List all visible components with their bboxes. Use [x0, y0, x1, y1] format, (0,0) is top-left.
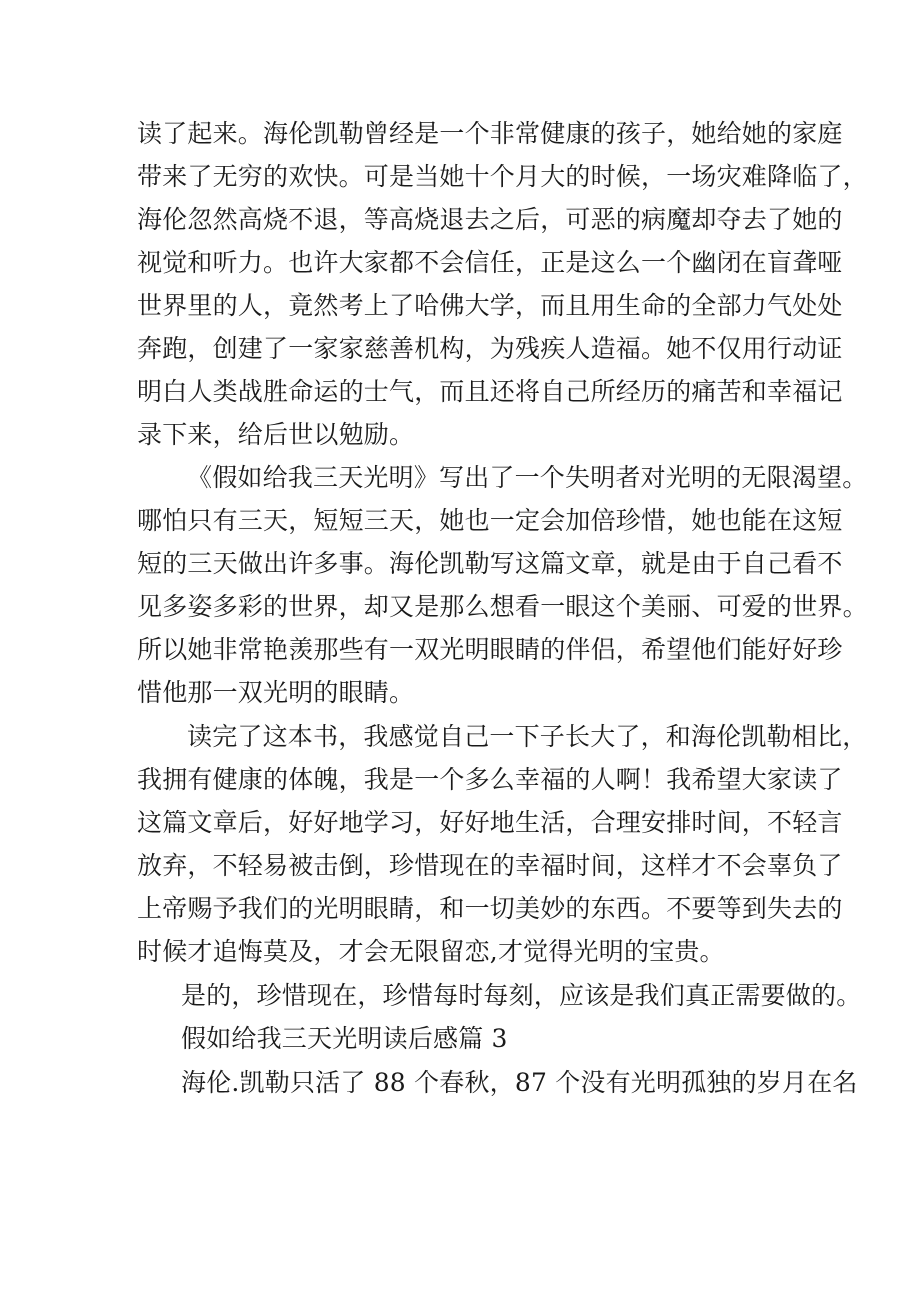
text-line: 所以她非常艳羡那些有一双光明眼睛的伴侣，希望他们能好好珍 [137, 635, 843, 664]
text-line: 短的三天做出许多事。海伦凯勒写这篇文章，就是由于自己看不 [137, 549, 843, 578]
text-line: 读了起来。海伦凯勒曾经是一个非常健康的孩子，她给她的家庭 [137, 119, 843, 148]
text-line: 这篇文章后，好好地学习，好好地生活，合理安排时间，不轻言 [137, 808, 843, 837]
text-line: 奔跑，创建了一家家慈善机构，为残疾人造福。她不仅用行动证 [137, 334, 843, 363]
text-line: 哪怕只有三天，短短三天，她也一定会加倍珍惜，她也能在这短 [137, 506, 843, 535]
text-line: 世界里的人，竟然考上了哈佛大学，而且用生命的全部力气处处 [137, 291, 843, 320]
text-line: 《假如给我三天光明》写出了一个失明者对光明的无限渴望。 [187, 463, 868, 492]
text-line: 放弃，不轻易被击倒，珍惜现在的幸福时间，这样才不会辜负了 [137, 851, 843, 880]
text-line: 时候才追悔莫及，才会无限留恋,才觉得光明的宝贵。 [137, 937, 725, 966]
text-line: 视觉和听力。也许大家都不会信任，正是这么一个幽闭在盲聋哑 [137, 248, 843, 277]
text-line: 明白人类战胜命运的士气，而且还将自己所经历的痛苦和幸福记 [137, 377, 843, 406]
text-line: 海伦忽然高烧不退，等高烧退去之后，可恶的病魔却夺去了她的 [137, 205, 843, 234]
text-line: 惜他那一双光明的眼睛。 [137, 678, 415, 707]
text-line: 我拥有健康的体魄，我是一个多么幸福的人啊！我希望大家读了 [137, 765, 843, 794]
text-line: 读完了这本书，我感觉自己一下子长大了，和海伦凯勒相比， [187, 722, 868, 751]
text-line: 上帝赐予我们的光明眼睛，和一切美妙的东西。不要等到失去的 [137, 894, 843, 923]
paragraph-5-start: 海伦.凯勒只活了 88 个春秋，87 个没有光明孤独的岁月在名 [181, 1068, 858, 1097]
section-heading: 假如给我三天光明读后感篇 3 [181, 1024, 508, 1053]
text-line: 带来了无穷的欢快。可是当她十个月大的时候，一场灾难降临了， [137, 162, 868, 191]
paragraph-4: 是的，珍惜现在，珍惜每时每刻，应该是我们真正需要做的。 [181, 981, 862, 1010]
text-line: 录下来，给后世以勉励。 [137, 420, 415, 449]
text-line: 见多姿多彩的世界，却又是那么想看一眼这个美丽、可爱的世界。 [137, 592, 868, 621]
